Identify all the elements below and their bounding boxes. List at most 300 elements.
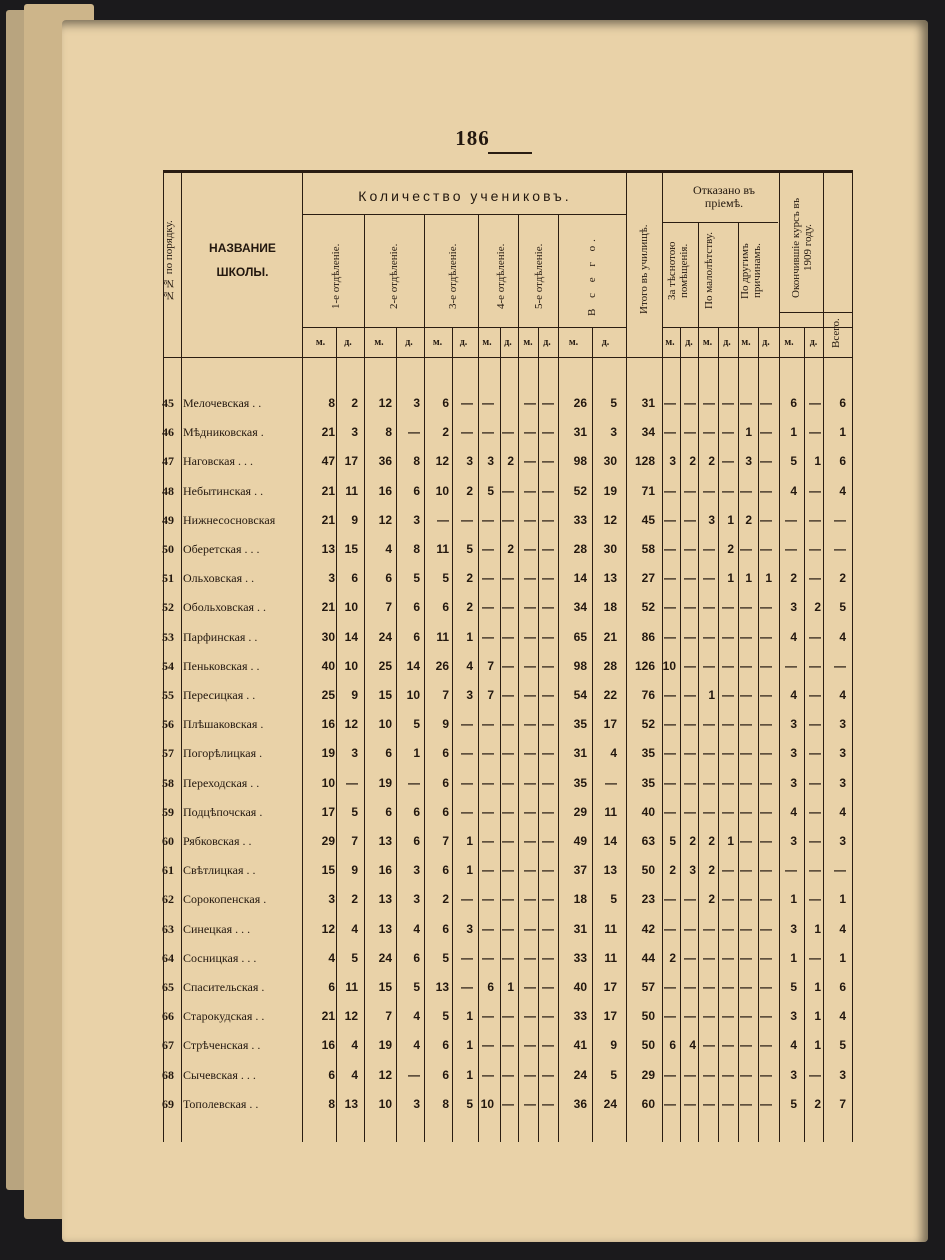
table-cell: 4 <box>790 629 797 644</box>
header-refused: Отказано въ пріемѣ. <box>693 183 755 210</box>
page-number: 186 <box>455 126 490 150</box>
table-cell: 13 <box>378 921 392 936</box>
header-bottom-rule <box>163 357 853 358</box>
table-cell: — <box>502 746 514 761</box>
table-cell: — <box>524 542 536 556</box>
table-cell: 31 <box>573 425 587 440</box>
header-refused-crowding: За тѣснотою помѣщенія. <box>666 241 690 301</box>
table-cell: 5 <box>610 1067 617 1082</box>
table-cell: 16 <box>378 483 392 498</box>
table-cell: — <box>722 1096 734 1111</box>
table-cell: 31 <box>573 921 587 936</box>
row-number: 62 <box>162 892 174 907</box>
table-cell: — <box>684 775 696 790</box>
table-cell: 60 <box>641 1096 655 1111</box>
row-number: 65 <box>162 980 174 994</box>
table-cell: 6 <box>442 1067 449 1082</box>
table-cell: 21 <box>321 425 335 440</box>
school-name: Небытинская . . <box>183 483 264 498</box>
table-cell: 24 <box>603 1096 617 1111</box>
table-cell: — <box>664 1009 676 1024</box>
table-cell: — <box>524 629 536 644</box>
row-number: 46 <box>162 425 174 440</box>
table-cell: — <box>760 483 772 498</box>
table-cell: — <box>684 512 696 527</box>
table-cell: 6 <box>442 775 449 790</box>
table-cell: 5 <box>610 396 617 410</box>
table-cell: 24 <box>573 1067 587 1082</box>
table-cell: — <box>482 892 494 907</box>
row-number: 67 <box>162 1038 174 1053</box>
table-cell: — <box>482 717 494 732</box>
table-cell: — <box>834 512 846 527</box>
table-cell: 1 <box>814 1009 821 1024</box>
table-cell: 29 <box>321 834 335 848</box>
school-name: Сосницкая . . . <box>183 950 257 965</box>
table-cell: 2 <box>790 571 797 586</box>
table-cell: — <box>760 775 772 790</box>
table-cell: — <box>524 571 536 586</box>
table-cell: — <box>785 512 797 527</box>
school-name: Парфинская . . <box>183 629 258 644</box>
table-cell: 57 <box>641 980 655 994</box>
school-name: Оберетская . . . <box>183 542 260 556</box>
table-cell: 40 <box>321 658 335 673</box>
table-cell: — <box>524 950 536 965</box>
table-cell: — <box>834 863 846 878</box>
table-cell: 10 <box>435 483 449 498</box>
school-name: Пересицкая . . <box>183 688 256 702</box>
school-name: Погорѣлицкая . <box>183 746 263 761</box>
table-cell: 17 <box>603 980 617 994</box>
table-cell: 4 <box>610 746 617 761</box>
table-cell: — <box>482 746 494 761</box>
table-cell: 3 <box>790 746 797 761</box>
table-cell: 2 <box>669 950 676 965</box>
table-cell: — <box>809 804 821 819</box>
table-cell: — <box>760 454 772 469</box>
table-cell: 35 <box>641 775 655 790</box>
table-cell: — <box>722 863 734 878</box>
header-male: м. <box>702 337 713 348</box>
table-cell: 6 <box>442 863 449 878</box>
table-cell: 10 <box>344 600 358 615</box>
header-class-2: 2-е отдѣленіе. <box>388 243 400 309</box>
table-cell: 3 <box>328 892 335 907</box>
table-cell: — <box>524 600 536 615</box>
table-cell: — <box>524 863 536 878</box>
table-cell: 3 <box>466 688 473 702</box>
table-cell: — <box>722 1038 734 1053</box>
table-cell: 3 <box>708 512 715 527</box>
header-total-in-school: Итого въ училищѣ. <box>638 224 650 314</box>
table-cell: 30 <box>603 454 617 469</box>
table-cell: — <box>703 1009 715 1024</box>
school-name: Мѣдниковская . <box>183 425 264 440</box>
header-male: м. <box>315 337 326 348</box>
table-cell: 11 <box>345 980 358 994</box>
table-cell: 2 <box>814 600 821 615</box>
row-number: 51 <box>162 571 174 586</box>
table-cell: — <box>740 1067 752 1082</box>
table-cell: — <box>684 396 696 410</box>
table-cell: 11 <box>604 804 617 819</box>
table-cell: — <box>684 629 696 644</box>
table-cell: — <box>703 658 715 673</box>
table-cell: — <box>502 950 514 965</box>
table-cell: 5 <box>790 1096 797 1111</box>
table-cell: — <box>703 1096 715 1111</box>
column-rule <box>558 214 559 327</box>
table-cell: 52 <box>641 600 655 615</box>
table-cell: 21 <box>321 600 335 615</box>
table-cell: 3 <box>839 1067 846 1082</box>
header-class-3: 3-е отдѣленіе. <box>447 243 459 309</box>
table-cell: — <box>524 1067 536 1082</box>
table-cell: — <box>834 542 846 556</box>
row-number: 66 <box>162 1009 174 1024</box>
table-cell: 4 <box>839 921 846 936</box>
row-number: 54 <box>162 658 174 673</box>
table-cell: 1 <box>839 892 846 907</box>
table-cell: — <box>703 600 715 615</box>
table-cell: 1 <box>790 892 797 907</box>
table-cell: — <box>809 775 821 790</box>
table-cell: 8 <box>385 425 392 440</box>
table-cell: 23 <box>641 892 655 907</box>
table-cell: 6 <box>442 921 449 936</box>
table-cell: — <box>346 775 358 790</box>
table-cell: 30 <box>603 542 617 556</box>
table-cell: 4 <box>839 629 846 644</box>
table-cell: 4 <box>351 1067 358 1082</box>
table-cell: — <box>703 629 715 644</box>
header-male: м. <box>482 337 492 348</box>
table-cell: 25 <box>321 688 335 702</box>
table-cell: — <box>684 600 696 615</box>
table-cell: — <box>502 863 514 878</box>
school-name: Спасительская . <box>183 980 265 994</box>
table-cell: 12 <box>603 512 617 527</box>
table-cell: 5 <box>466 542 473 556</box>
table-cell: — <box>664 775 676 790</box>
table-cell: — <box>722 980 734 994</box>
table-cell: — <box>664 1096 676 1111</box>
table-cell: — <box>408 425 420 440</box>
table-cell: — <box>542 775 554 790</box>
row-number: 59 <box>162 804 174 819</box>
table-cell: — <box>722 950 734 965</box>
table-cell: — <box>740 921 752 936</box>
table-cell: 76 <box>641 688 655 702</box>
table-cell: 7 <box>442 688 449 702</box>
table-cell: — <box>664 425 676 440</box>
table-cell: — <box>408 1067 420 1082</box>
table-cell: — <box>664 483 676 498</box>
table-cell: 65 <box>573 629 587 644</box>
table-cell: — <box>809 396 821 410</box>
table-cell: — <box>703 542 715 556</box>
table-cell: — <box>482 396 494 410</box>
table-cell: 5 <box>487 483 494 498</box>
row-number: 52 <box>162 600 174 615</box>
table-cell: — <box>524 746 536 761</box>
table-cell: — <box>461 950 473 965</box>
table-cell: 6 <box>442 1038 449 1053</box>
table-cell: — <box>703 425 715 440</box>
table-cell: — <box>703 921 715 936</box>
table-cell: — <box>542 921 554 936</box>
table-cell: — <box>524 892 536 907</box>
header-female: д. <box>601 337 610 348</box>
table-cell: — <box>461 775 473 790</box>
table-cell: — <box>684 921 696 936</box>
table-cell: — <box>760 892 772 907</box>
table-cell: 13 <box>603 571 617 586</box>
table-cell: 1 <box>839 950 846 965</box>
table-cell: 29 <box>573 804 587 819</box>
table-cell: 40 <box>573 980 587 994</box>
table-cell: 17 <box>344 454 358 469</box>
table-cell: — <box>502 804 514 819</box>
table-cell: 7 <box>385 1009 392 1024</box>
table-cell: — <box>542 1067 554 1082</box>
table-cell: — <box>502 688 514 702</box>
table-cell: — <box>524 688 536 702</box>
header-row-number: №№ по порядку. <box>163 220 175 302</box>
header-students-count: Количество учениковъ. <box>358 188 572 204</box>
table-cell: — <box>703 1038 715 1053</box>
table-cell: 27 <box>641 571 655 586</box>
table-cell: — <box>461 425 473 440</box>
table-cell: 1 <box>727 512 734 527</box>
column-rule <box>698 222 699 327</box>
table-cell: 6 <box>385 571 392 586</box>
header-male: м. <box>374 337 384 348</box>
table-cell: 6 <box>413 629 420 644</box>
table-cell: — <box>809 483 821 498</box>
table-cell: 1 <box>466 863 473 878</box>
table-cell: 33 <box>573 1009 587 1024</box>
table-cell: 6 <box>487 980 494 994</box>
table-cell: 5 <box>351 950 358 965</box>
column-rule <box>478 214 479 327</box>
table-cell: 6 <box>413 600 420 615</box>
table-cell: 17 <box>603 1009 617 1024</box>
table-cell: 2 <box>351 892 358 907</box>
table-cell: 34 <box>641 425 655 440</box>
table-cell: 1 <box>413 746 420 761</box>
table-cell: — <box>760 1096 772 1111</box>
table-cell: 6 <box>328 1067 335 1082</box>
table-cell: 17 <box>603 717 617 732</box>
table-cell: 16 <box>378 863 392 878</box>
table-cell: — <box>542 425 554 440</box>
school-name: Мелочевская . . <box>183 396 262 410</box>
table-cell: — <box>809 717 821 732</box>
table-cell: 4 <box>466 658 473 673</box>
table-cell: 10 <box>321 775 335 790</box>
table-cell: — <box>542 863 554 878</box>
table-cell: — <box>664 1067 676 1082</box>
table-cell: — <box>703 775 715 790</box>
table-cell: — <box>542 1038 554 1053</box>
table-cell: 10 <box>662 658 676 673</box>
table-cell: — <box>664 688 676 702</box>
table-cell: 1 <box>765 571 772 586</box>
table-cell: — <box>502 1009 514 1024</box>
table-cell: 28 <box>603 658 617 673</box>
table-cell: 98 <box>573 454 587 469</box>
table-cell: 1 <box>790 425 797 440</box>
table-cell: 25 <box>378 658 392 673</box>
table-cell: — <box>542 1096 554 1111</box>
table-cell: 58 <box>641 542 655 556</box>
table-cell: 21 <box>321 483 335 498</box>
table-cell: — <box>524 483 536 498</box>
table-cell: — <box>760 1067 772 1082</box>
table-cell: — <box>664 746 676 761</box>
column-rule <box>424 214 425 327</box>
school-name: Сорокопенская . <box>183 892 267 907</box>
table-cell: — <box>684 746 696 761</box>
table-cell: 19 <box>603 483 617 498</box>
table-cell: 8 <box>442 1096 449 1111</box>
table-cell: — <box>542 600 554 615</box>
table-cell: 34 <box>573 600 587 615</box>
table-cell: 7 <box>487 688 494 702</box>
table-cell: 7 <box>385 600 392 615</box>
table-cell: — <box>684 571 696 586</box>
school-name: Ольховская . . <box>183 571 255 586</box>
table-cell: 1 <box>466 1009 473 1024</box>
table-cell: 3 <box>413 512 420 527</box>
header-class-1: 1-е отдѣленіе. <box>330 243 342 309</box>
table-cell: — <box>740 1038 752 1053</box>
table-cell: 3 <box>413 863 420 878</box>
table-cell: 2 <box>708 863 715 878</box>
table-cell: — <box>809 629 821 644</box>
table-cell: — <box>684 425 696 440</box>
table-cell: — <box>664 512 676 527</box>
table-cell: — <box>664 600 676 615</box>
table-cell: 3 <box>669 454 676 469</box>
header-male: м. <box>432 337 443 348</box>
row-number: 61 <box>162 863 174 878</box>
table-cell: 6 <box>351 571 358 586</box>
table-cell: 8 <box>328 1096 335 1111</box>
table-cell: — <box>524 658 536 673</box>
table-cell: 3 <box>790 921 797 936</box>
table-cell: 40 <box>641 804 655 819</box>
table-cell: — <box>722 658 734 673</box>
row-number: 48 <box>162 483 174 498</box>
header-class-5: 5-е отдѣленіе. <box>533 243 545 309</box>
table-cell: 2 <box>507 454 514 469</box>
table-cell: 8 <box>413 542 420 556</box>
table-cell: 1 <box>814 980 821 994</box>
table-cell: — <box>809 425 821 440</box>
table-cell: 26 <box>573 396 587 410</box>
table-cell: 3 <box>610 425 617 440</box>
header-graduates-all: Всего. <box>830 318 842 348</box>
table-cell: — <box>722 396 734 410</box>
table-cell: 13 <box>378 834 392 848</box>
school-name: Наговская . . . <box>183 454 254 469</box>
row-number: 50 <box>162 542 174 556</box>
table-cell: — <box>502 600 514 615</box>
row-number: 68 <box>162 1067 174 1082</box>
table-cell: 17 <box>321 804 335 819</box>
table-cell: — <box>524 980 536 994</box>
header-school-name: НАЗВАНИЕ ШКОЛЫ. <box>209 241 276 279</box>
table-cell: — <box>760 658 772 673</box>
table-cell: — <box>722 921 734 936</box>
school-name: Плѣшаковская . <box>183 717 264 732</box>
table-top-rule <box>163 170 853 173</box>
table-cell: — <box>740 804 752 819</box>
school-name: Сычевская . . . <box>183 1067 256 1082</box>
table-cell: — <box>461 892 473 907</box>
table-cell: 9 <box>610 1038 617 1053</box>
table-cell: 7 <box>442 834 449 848</box>
table-cell: 4 <box>385 542 392 556</box>
table-cell: 35 <box>641 746 655 761</box>
table-cell: — <box>703 746 715 761</box>
table-cell: — <box>760 396 772 410</box>
table-cell: 44 <box>641 950 655 965</box>
table-cell: — <box>760 512 772 527</box>
table-cell: — <box>524 804 536 819</box>
table-cell: 13 <box>603 863 617 878</box>
table-cell: 2 <box>689 834 696 848</box>
table-cell: 13 <box>378 892 392 907</box>
table-cell: 6 <box>669 1038 676 1053</box>
table-cell: — <box>482 921 494 936</box>
table-cell: — <box>722 1009 734 1024</box>
table-cell: 2 <box>466 600 473 615</box>
table-cell: 4 <box>839 483 846 498</box>
table-cell: 6 <box>839 454 846 469</box>
table-cell: — <box>664 717 676 732</box>
table-cell: — <box>760 746 772 761</box>
table-cell: 3 <box>351 746 358 761</box>
table-cell: — <box>524 512 536 527</box>
table-cell: — <box>760 1009 772 1024</box>
table-cell: 128 <box>634 454 655 469</box>
table-cell: — <box>740 950 752 965</box>
table-cell: — <box>809 512 821 527</box>
table-cell: — <box>684 804 696 819</box>
row-number: 56 <box>162 717 174 732</box>
page-number-underline <box>488 152 532 154</box>
table-cell: — <box>785 542 797 556</box>
table-cell: — <box>482 425 494 440</box>
table-cell: 8 <box>328 396 335 410</box>
table-cell: 3 <box>689 863 696 878</box>
table-cell: — <box>722 629 734 644</box>
table-cell: — <box>542 834 554 848</box>
table-cell: 6 <box>385 804 392 819</box>
table-cell: 1 <box>466 629 473 644</box>
table-cell: — <box>524 717 536 732</box>
table-cell: 47 <box>321 454 335 469</box>
table-cell: 4 <box>790 804 797 819</box>
table-cell: — <box>502 1096 514 1111</box>
header-female: д. <box>405 337 413 348</box>
table-cell: 6 <box>839 980 846 994</box>
table-cell: 2 <box>442 892 449 907</box>
